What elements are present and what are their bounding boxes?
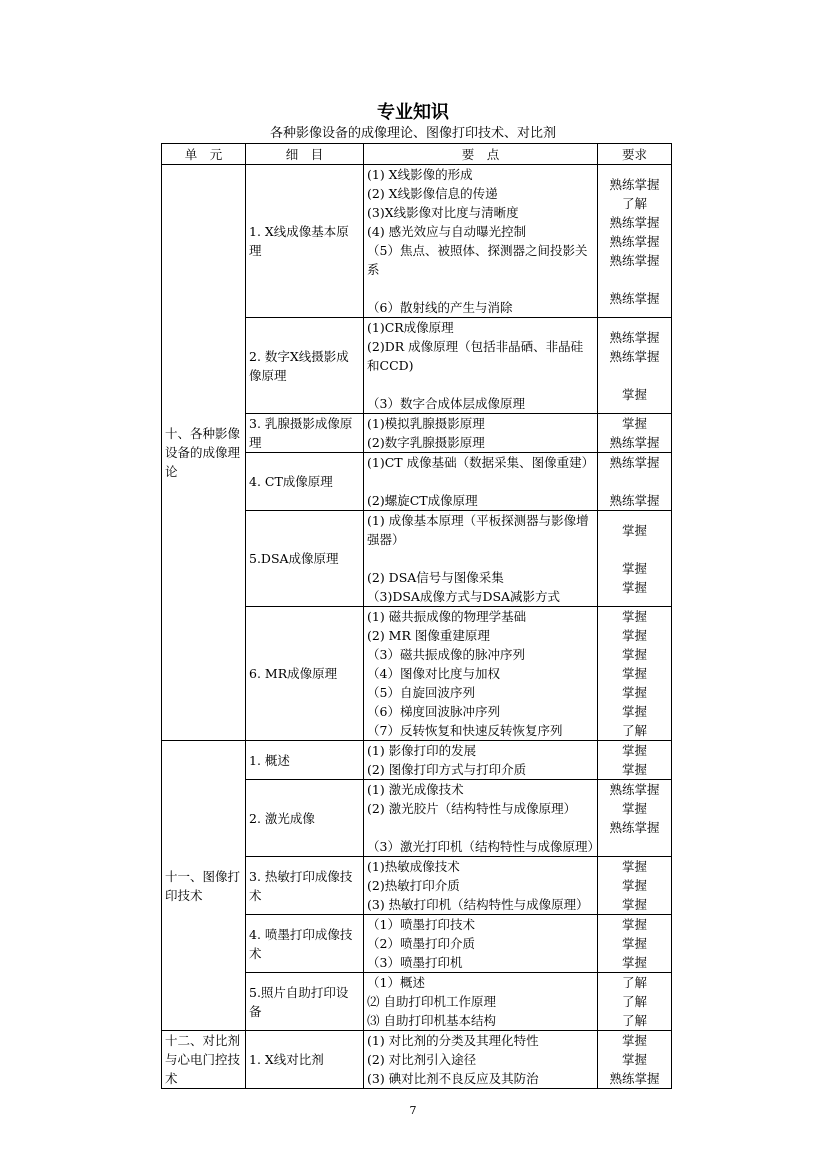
requirement-line xyxy=(601,270,668,289)
point-line: (2) 激光胶片（结构特性与成像原理） xyxy=(367,801,577,816)
requirement-line: 熟练掌握 xyxy=(609,214,660,230)
requirement-line: 掌握 xyxy=(621,666,647,681)
points-cell xyxy=(364,741,598,780)
requirement-line: 熟练掌握 xyxy=(609,455,660,470)
table-row xyxy=(162,165,672,318)
points-cell xyxy=(364,915,598,973)
table-row xyxy=(162,741,672,780)
requirement-line: 熟练掌握 xyxy=(609,252,660,268)
header-requirement: 要求 xyxy=(598,144,672,165)
requirement-line: 掌握 xyxy=(621,609,647,624)
point-line: (2) 图像打印方式与打印介质 xyxy=(367,762,527,777)
header-item: 细 目 xyxy=(246,144,364,165)
point-line: （3）激光打印机（结构特性与成像原理） xyxy=(367,839,600,854)
unit-cell: 十、各种影像设备的成像理论 xyxy=(162,165,246,741)
requirement-line: 掌握 xyxy=(621,704,647,719)
requirement-cell xyxy=(598,973,672,1031)
item-cell: 2. 激光成像 xyxy=(246,780,364,857)
item-cell: 3. 热敏打印成像技术 xyxy=(246,857,364,915)
table-row xyxy=(162,1031,672,1089)
point-line: (2)数字乳腺摄影原理 xyxy=(367,435,485,450)
point-line: (2)螺旋CT成像原理 xyxy=(367,493,478,508)
requirement-line: 掌握 xyxy=(621,416,647,431)
item-cell: 5.照片自助打印设备 xyxy=(246,973,364,1031)
requirement-line: 熟练掌握 xyxy=(609,233,660,249)
points-cell xyxy=(364,318,598,414)
points-cell xyxy=(364,414,598,453)
requirement-cell xyxy=(598,1031,672,1089)
point-line: (2)热敏打印介质 xyxy=(367,878,460,893)
requirement-cell xyxy=(598,607,672,741)
requirement-line: 熟练掌握 xyxy=(609,176,660,192)
requirement-cell xyxy=(598,857,672,915)
requirement-line: 熟练掌握 xyxy=(609,493,660,508)
point-line: (3)X线影像对比度与清晰度 xyxy=(367,205,519,220)
requirement-line: 掌握 xyxy=(621,917,647,932)
point-line: （1）喷墨打印技术 xyxy=(367,917,475,932)
point-line: (1) 激光成像技术 xyxy=(367,782,464,797)
point-line: (2)DR 成像原理（包括非晶硒、非晶硅和CCD) xyxy=(367,339,584,373)
points-cell xyxy=(364,165,598,318)
point-line: （5）焦点、被照体、探测器之间投影关系 xyxy=(367,243,588,277)
item-cell: 1. X线成像基本原理 xyxy=(246,165,364,318)
point-line: （4）图像对比度与加权 xyxy=(367,666,500,681)
points-cell xyxy=(364,607,598,741)
unit-cell: 十一、图像打印技术 xyxy=(162,741,246,1031)
point-line: （2）喷墨打印介质 xyxy=(367,936,475,951)
header-points: 要 点 xyxy=(364,144,598,165)
point-line: （3)DSA成像方式与DSA减影方式 xyxy=(367,589,561,604)
item-cell: 5.DSA成像原理 xyxy=(246,511,364,607)
item-cell: 3. 乳腺摄影成像原理 xyxy=(246,414,364,453)
requirement-line: 了解 xyxy=(621,723,647,738)
syllabus-table xyxy=(161,143,672,1089)
point-line: (1)CT 成像基础（数据采集、图像重建） xyxy=(367,455,595,470)
requirement-cell xyxy=(598,453,672,511)
requirement-cell xyxy=(598,741,672,780)
requirement-line: 熟练掌握 xyxy=(609,290,660,306)
page-title: 专业知识 xyxy=(377,102,449,123)
point-line: （5）自旋回波序列 xyxy=(367,685,475,700)
requirement-line: 熟练掌握 xyxy=(609,435,660,450)
requirement-line: 熟练掌握 xyxy=(609,329,660,345)
requirement-cell xyxy=(598,414,672,453)
point-line xyxy=(367,549,594,568)
point-line: (2) 对比剂引入途径 xyxy=(367,1052,477,1067)
point-line: （3）磁共振成像的脉冲序列 xyxy=(367,647,525,662)
points-cell xyxy=(364,973,598,1031)
point-line: （7）反转恢复和快速反转恢复序列 xyxy=(367,723,563,738)
point-line: (1)热敏成像技术 xyxy=(367,859,460,874)
requirement-line: 掌握 xyxy=(621,628,647,643)
point-line: (2) X线影像信息的传递 xyxy=(367,186,498,201)
point-line xyxy=(367,279,594,298)
requirement-line: 了解 xyxy=(621,195,647,211)
requirement-line xyxy=(601,540,668,559)
requirement-line: 掌握 xyxy=(621,897,647,912)
requirement-line: 熟练掌握 xyxy=(609,782,660,797)
requirement-line: 掌握 xyxy=(621,1052,647,1067)
point-line: (2) DSA信号与图像采集 xyxy=(367,570,504,585)
requirement-line xyxy=(601,366,668,385)
point-line: (1) 成像基本原理（平板探测器与影像增强器） xyxy=(367,513,589,547)
points-cell xyxy=(364,511,598,607)
requirement-line: 了解 xyxy=(621,975,647,990)
point-line: (3) 碘对比剂不良反应及其防治 xyxy=(367,1071,539,1086)
requirement-cell xyxy=(598,780,672,857)
point-line xyxy=(367,472,594,491)
requirement-line: 熟练掌握 xyxy=(609,348,660,364)
syllabus-body xyxy=(162,165,672,1089)
requirement-line: 掌握 xyxy=(621,386,647,402)
requirement-line: 掌握 xyxy=(621,1033,647,1048)
point-line: (1)CR成像原理 xyxy=(367,320,454,335)
point-line: (1)模拟乳腺摄影原理 xyxy=(367,416,485,431)
requirement-line: 掌握 xyxy=(621,685,647,700)
point-line: (4) 感光效应与自动曝光控制 xyxy=(367,224,527,239)
item-cell: 2. 数字X线摄影成像原理 xyxy=(246,318,364,414)
requirement-line: 熟练掌握 xyxy=(609,820,660,835)
points-cell xyxy=(364,453,598,511)
requirement-line: 掌握 xyxy=(621,859,647,874)
item-cell: 6. MR成像原理 xyxy=(246,607,364,741)
requirement-line xyxy=(601,837,668,856)
header-unit: 单 元 xyxy=(162,144,246,165)
point-line xyxy=(367,818,594,837)
requirement-line: 掌握 xyxy=(621,801,647,816)
unit-cell: 十二、对比剂与心电门控技术 xyxy=(162,1031,246,1089)
points-cell xyxy=(364,780,598,857)
requirement-line: 掌握 xyxy=(621,647,647,662)
requirement-line: 掌握 xyxy=(621,955,647,970)
requirement-line: 掌握 xyxy=(621,762,647,777)
point-line: （6）散射线的产生与消除 xyxy=(367,300,513,315)
point-line: （6）梯度回波脉冲序列 xyxy=(367,704,500,719)
header-row xyxy=(162,144,672,165)
point-line: ⑶ 自助打印机基本结构 xyxy=(367,1013,496,1028)
item-cell: 1. X线对比剂 xyxy=(246,1031,364,1089)
item-cell: 4. CT成像原理 xyxy=(246,453,364,511)
requirement-line: 掌握 xyxy=(621,936,647,951)
point-line: (1) 对比剂的分类及其理化特性 xyxy=(367,1033,539,1048)
requirement-line: 了解 xyxy=(621,1013,647,1028)
item-cell: 1. 概述 xyxy=(246,741,364,780)
point-line: （1）概述 xyxy=(367,975,425,990)
points-cell xyxy=(364,857,598,915)
requirement-line: 掌握 xyxy=(621,579,647,595)
point-line: （3）数字合成体层成像原理 xyxy=(367,396,525,411)
point-line: (1) X线影像的形成 xyxy=(367,167,473,182)
page-number: 7 xyxy=(409,1104,417,1117)
requirement-line: 掌握 xyxy=(621,560,647,576)
requirement-cell xyxy=(598,318,672,414)
item-cell: 4. 喷墨打印成像技术 xyxy=(246,915,364,973)
requirement-line: 掌握 xyxy=(621,743,647,758)
requirement-line: 了解 xyxy=(621,994,647,1009)
requirement-cell xyxy=(598,511,672,607)
requirement-line: 熟练掌握 xyxy=(609,1071,660,1086)
point-line xyxy=(367,375,594,394)
page-subtitle: 各种影像设备的成像理论、图像打印技术、对比剂 xyxy=(269,126,556,141)
point-line: （3）喷墨打印机 xyxy=(367,955,463,970)
points-cell xyxy=(364,1031,598,1089)
point-line: (3) 热敏打印机（结构特性与成像原理） xyxy=(367,897,589,912)
point-line: (2) MR 图像重建原理 xyxy=(367,628,490,643)
point-line: (1) 磁共振成像的物理学基础 xyxy=(367,609,527,624)
point-line: ⑵ 自助打印机工作原理 xyxy=(367,994,496,1009)
requirement-line: 掌握 xyxy=(621,522,647,538)
requirement-line xyxy=(601,472,668,491)
requirement-cell xyxy=(598,915,672,973)
point-line: (1) 影像打印的发展 xyxy=(367,743,477,758)
requirement-cell xyxy=(598,165,672,318)
requirement-line: 掌握 xyxy=(621,878,647,893)
